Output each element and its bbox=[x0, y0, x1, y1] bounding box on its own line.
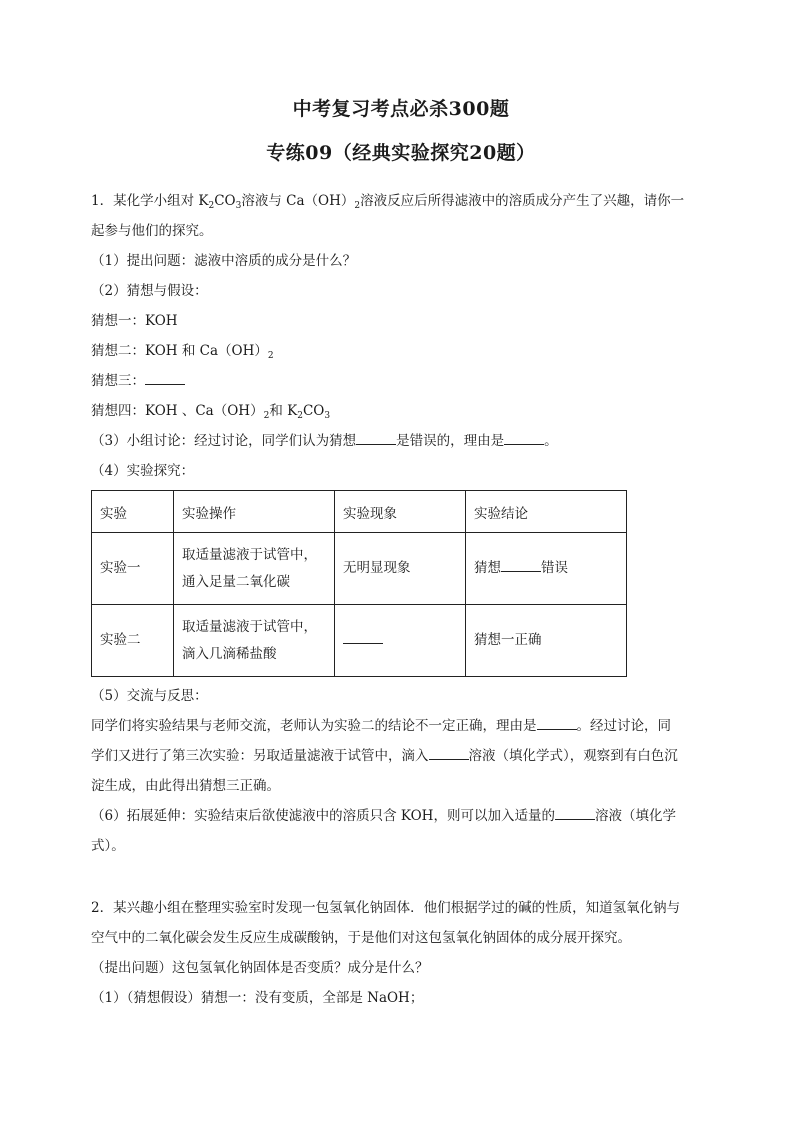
guess-3: 猜想三： bbox=[91, 366, 711, 396]
experiment-table bbox=[91, 490, 627, 677]
q1-part5-line1: 同学们将实验结果与老师交流，老师认为实验二的结论不一定正确，理由是 。经过讨论，同 bbox=[91, 711, 711, 741]
guess-2: 猜想二：KOH 和 $Ca(OH)_2$ bbox=[91, 343, 274, 361]
answer-blank bbox=[429, 745, 469, 760]
q1-part5-line2: 学们又进行了第三次实验：另取适量滤液于试管中，滴入 溶液（填化学式），观察到有白色沉 bbox=[91, 741, 711, 771]
answer-blank bbox=[145, 370, 185, 385]
q1-part5: （5）交流与反思： bbox=[91, 688, 208, 704]
answer-blank bbox=[501, 557, 541, 572]
table-row bbox=[92, 605, 627, 677]
q2-part1: （提出问题）这包氢氧化钠固体是否变质？成分是什么？ bbox=[91, 960, 429, 976]
table-header-cell: 实验操作 bbox=[174, 491, 335, 533]
table-cell bbox=[335, 605, 466, 677]
table-cell: 取适量滤液于试管中， 滴入几滴稀盐酸 bbox=[174, 605, 335, 677]
answer-blank bbox=[356, 430, 396, 445]
table-cell: 猜想一正确 bbox=[466, 605, 627, 677]
q2-intro-line1: 2．某兴趣小组在整理实验室时发现一包氢氧化钠固体．他们根据学过的碱的性质，知道氢氧化钠与 bbox=[91, 900, 681, 916]
page-subtitle: 专练09（经典实验探究20题） bbox=[266, 142, 536, 164]
page-title: 中考复习考点必杀300题 bbox=[292, 98, 510, 120]
answer-blank bbox=[504, 430, 544, 445]
q1-intro-line1: 1．某化学小组对 $K_2CO_3$溶液与 $Ca(OH)_2$溶液反应后所得滤液中的溶质成分产生了兴趣，请你一 bbox=[91, 193, 685, 211]
table-cell: 实验一 bbox=[92, 533, 174, 605]
table-header-cell: 实验结论 bbox=[466, 491, 627, 533]
table-header-cell: 实验 bbox=[92, 491, 174, 533]
guess-4: 猜想四：KOH 、$Ca(OH)_2$和 $K_2CO_3$ bbox=[91, 403, 331, 421]
q1-part2: （2）猜想与假设： bbox=[91, 283, 208, 299]
table-header-row bbox=[92, 491, 627, 533]
table-cell: 无明显现象 bbox=[335, 533, 466, 605]
answer-blank bbox=[555, 805, 595, 820]
table-cell: 实验二 bbox=[92, 605, 174, 677]
q2-intro-line2: 空气中的二氧化碳会发生反应生成碳酸钠，于是他们对这包氢氧化钠固体的成分展开探究。 bbox=[91, 930, 631, 946]
q1-part6: （6）拓展延伸：实验结束后欲使滤液中的溶质只含 KOH，则可以加入适量的 溶液（填化学 bbox=[91, 801, 711, 831]
q2-part2: （1）（猜想假设）猜想一：没有变质，全部是 NaOH； bbox=[91, 990, 424, 1006]
q1-part3: （3）小组讨论：经过讨论，同学们认为猜想 是错误的，理由是 。 bbox=[91, 426, 711, 456]
table-row bbox=[92, 533, 627, 605]
table-header-cell: 实验现象 bbox=[335, 491, 466, 533]
answer-blank bbox=[537, 715, 577, 730]
q1-part6-line2: 式）。 bbox=[91, 838, 125, 854]
guess-1: 猜想一：KOH bbox=[91, 313, 178, 329]
q1-part1: （1）提出问题：滤液中溶质的成分是什么？ bbox=[91, 253, 357, 269]
q1-part4: （4）实验探究： bbox=[91, 463, 195, 479]
table-cell: 取适量滤液于试管中， 通入足量二氧化碳 bbox=[174, 533, 335, 605]
q1-intro-line2: 起参与他们的探究。 bbox=[91, 223, 213, 239]
q1-part5-line3: 淀生成，由此得出猜想三正确。 bbox=[91, 778, 280, 794]
answer-blank bbox=[343, 629, 383, 644]
table-cell: 猜想 错误 bbox=[466, 533, 627, 605]
document-body bbox=[91, 186, 711, 1013]
